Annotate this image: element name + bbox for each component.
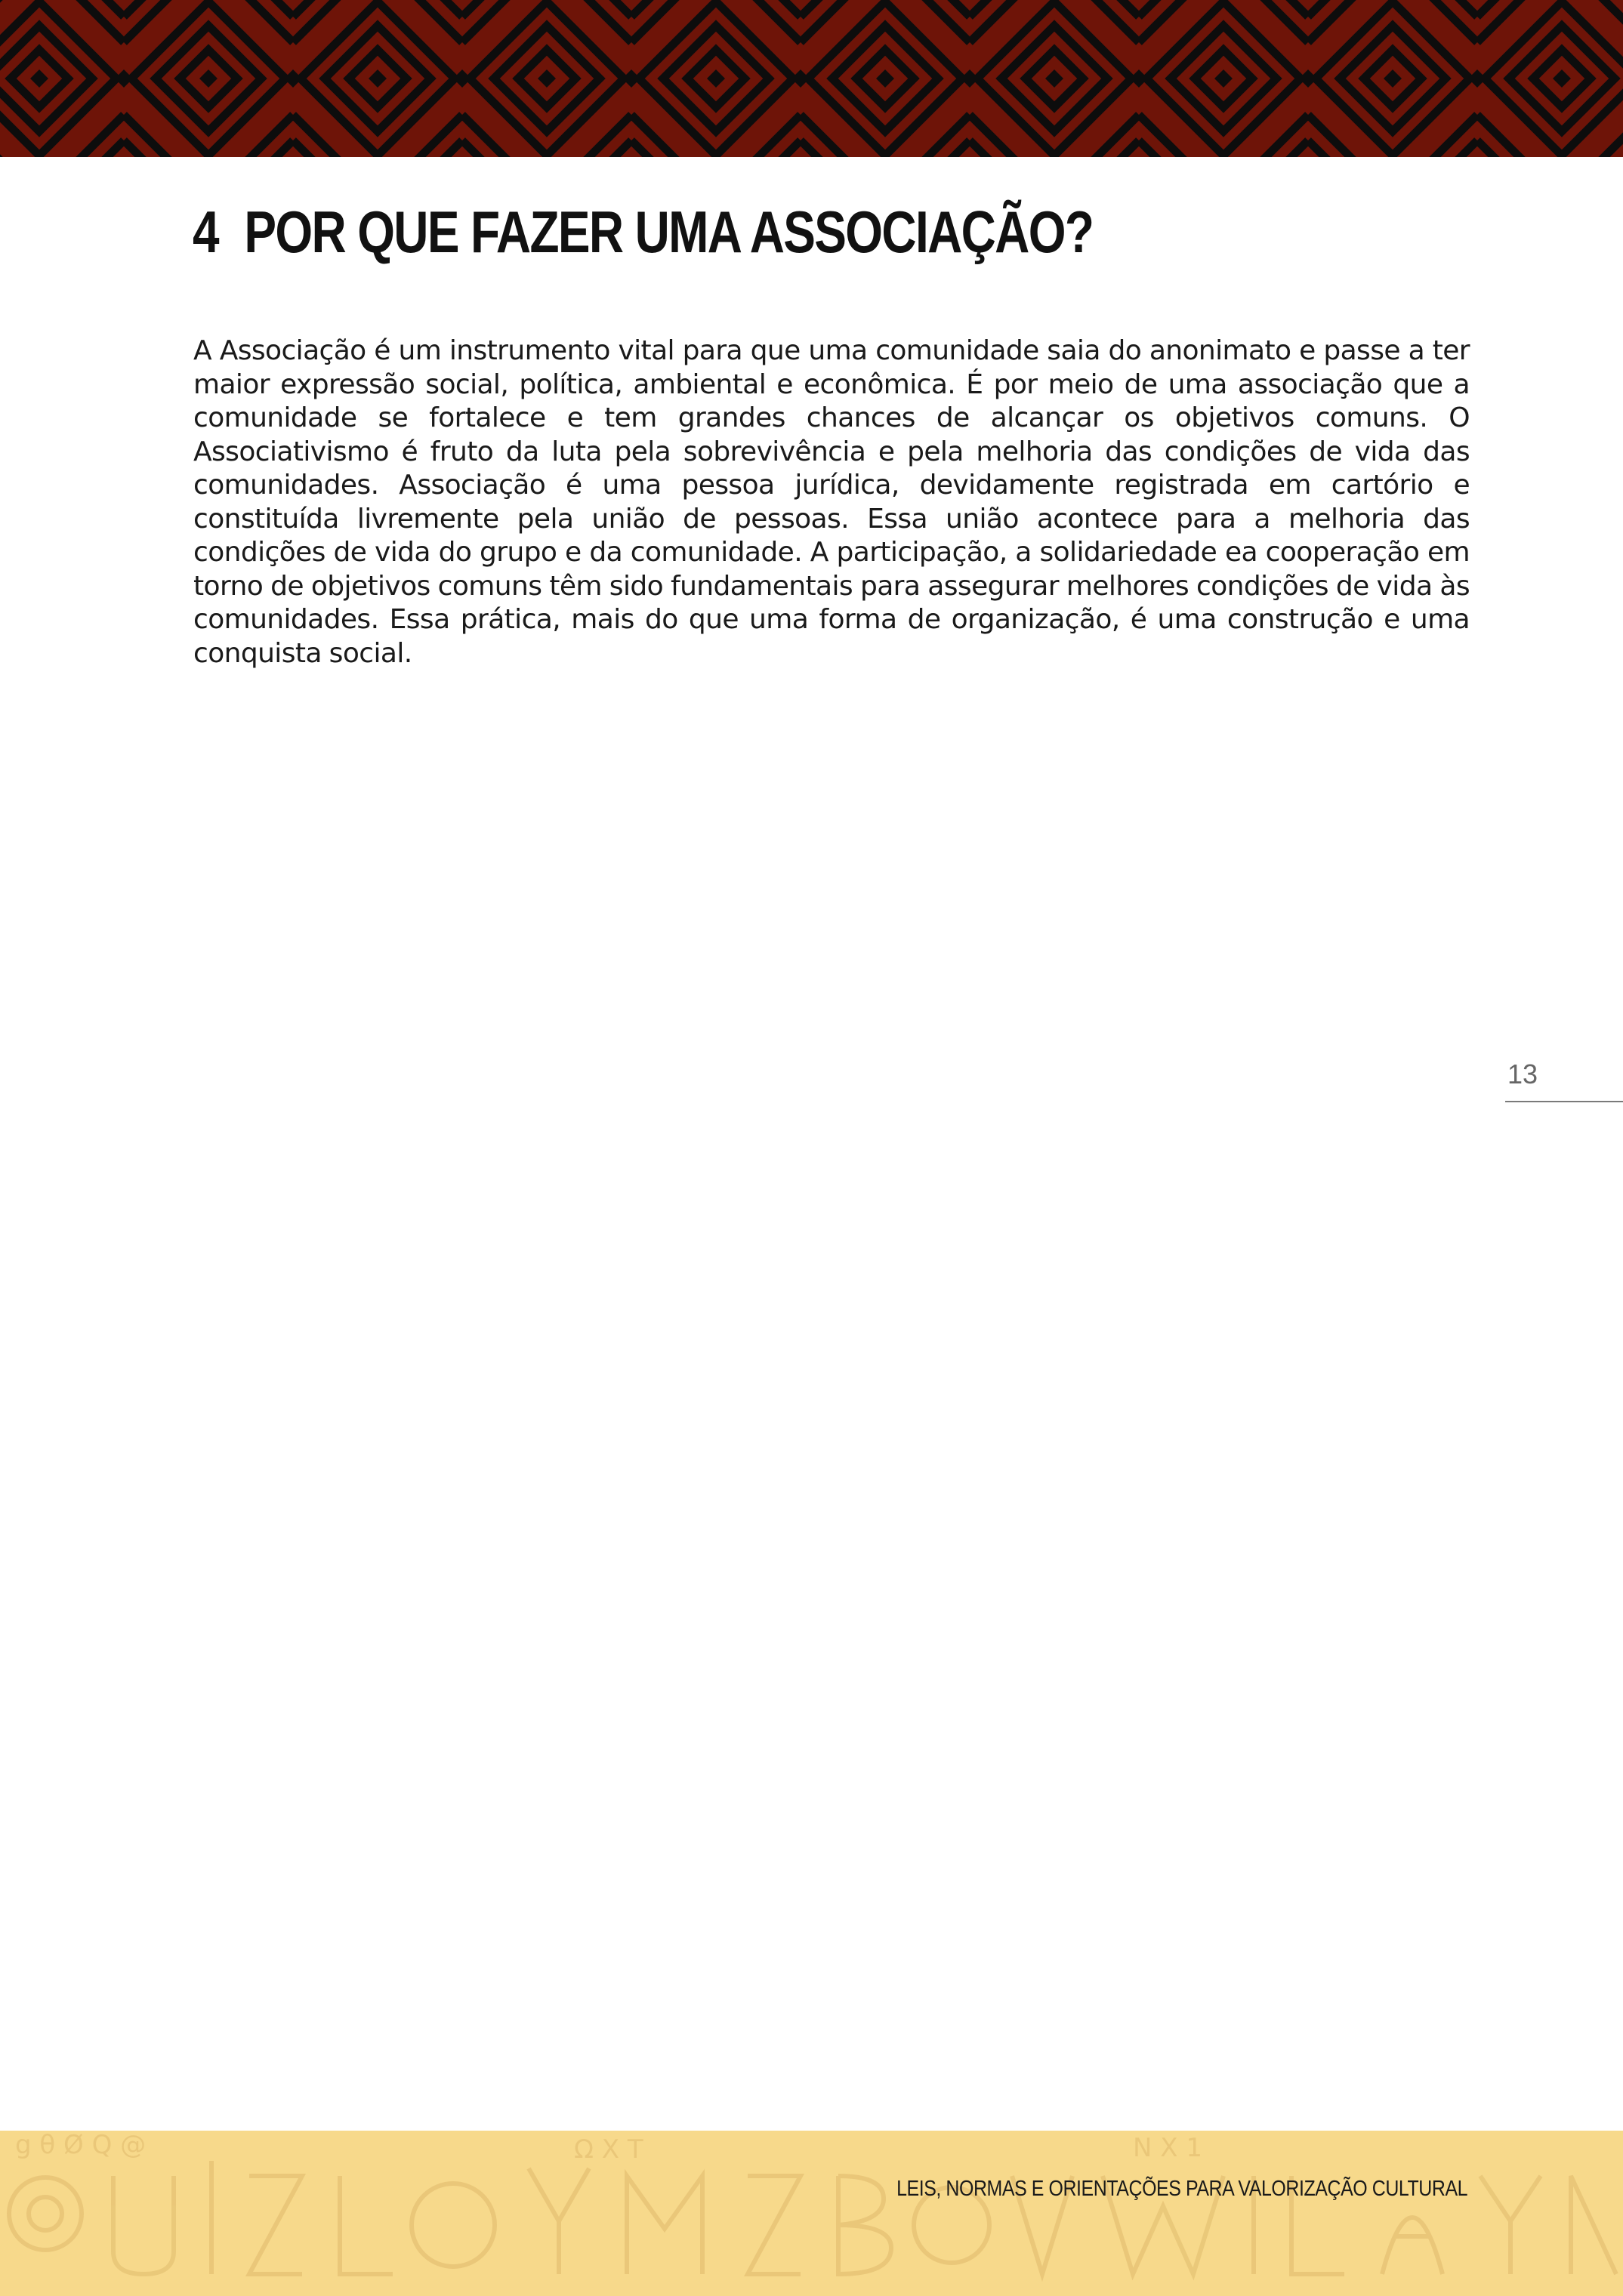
page-number: 13 xyxy=(1507,1059,1538,1089)
header-geometric-pattern xyxy=(0,0,1623,157)
geometric-pattern-icon xyxy=(0,0,1623,157)
chapter-title-text: POR QUE FAZER UMA ASSOCIAÇÃO? xyxy=(244,199,1094,265)
chapter-number: 4 xyxy=(193,199,218,265)
glyph-pattern-icon xyxy=(0,2131,1623,2296)
svg-text:N X 1: N X 1 xyxy=(1133,2133,1202,2163)
footer-publication-title: LEIS, NORMAS E ORIENTAÇÕES PARA VALORIZAÇÃO CULTURAL xyxy=(896,2177,1467,2201)
body-paragraph: A Associação é um instrumento vital para que uma comunidade saia do anonimato e passe a ter maior expressão social, política, ambiental e econômica. É por meio de uma associação que a comunidade se fortalece e tem grandes chances de alcançar os objetivos comuns. O Associativismo é fruto da luta pela sobrevivência e pela melhoria das condições de vida das comunidades. Associação é uma pessoa jurídica, devidamente registrada em cartório e constituída livremente pela união de pessoas. Essa união acontece para a melhoria das condições de vida do grupo e da comunidade. A participação, a solidariedade ea cooperação em torno de objetivos comuns têm sido fundamentais para assegurar melhores condições de vida às comunidades. Essa prática, mais do que uma forma de organização, é uma construção e uma conquista social. xyxy=(193,335,1470,669)
chapter-title xyxy=(193,198,1093,266)
footer-band xyxy=(0,2131,1623,2296)
svg-text:g θ Ø Q @: g θ Ø Q @ xyxy=(15,2131,147,2160)
page-number-rule xyxy=(1505,1101,1623,1102)
svg-text:Ω X T: Ω X T xyxy=(574,2134,643,2165)
